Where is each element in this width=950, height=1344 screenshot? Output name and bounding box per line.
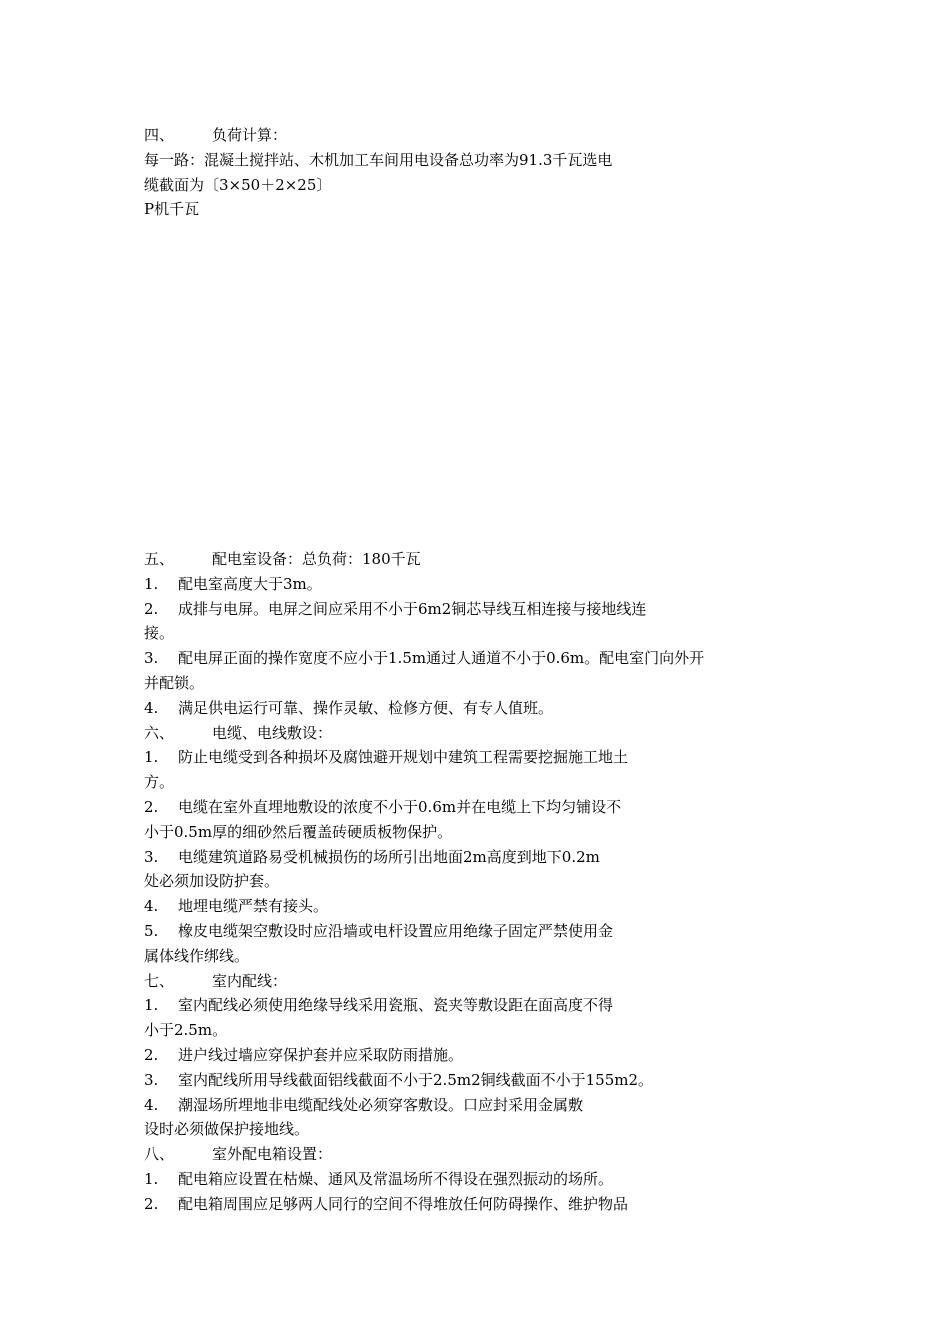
section-heading <box>144 1142 784 1167</box>
item-text: 配电屏正面的操作宽度不应小于1.5m通过人通道不小于0.6m。配电室门向外开 <box>178 649 705 668</box>
list-item-continuation: 处必须加设防护套。 <box>144 872 280 891</box>
section-heading <box>144 969 784 994</box>
main-content <box>144 547 784 1217</box>
list-item-continuation: 方。 <box>144 773 175 792</box>
list-item <box>144 795 784 820</box>
item-text: 潮湿场所埋地非电缆配线处必须穿客敷设。口应封采用金属敷 <box>178 1095 584 1114</box>
item-text: 防止电缆受到各种损坏及腐蚀避开规划中建筑工程需要挖掘施工地土 <box>178 748 629 767</box>
item-number: 1. <box>144 574 159 593</box>
item-number: 3. <box>144 1070 159 1089</box>
list-item <box>144 919 784 944</box>
list-item-continuation: 小于0.5m厚的细砂然后覆盖砖硬质板物保护。 <box>144 822 453 841</box>
item-number: 4. <box>144 698 159 717</box>
list-item <box>144 1167 784 1192</box>
section-title: 电缆、电线敷设： <box>212 723 333 742</box>
paragraph-line: 缆截面为〔3×50＋2×25〕 <box>144 175 332 194</box>
item-text: 进户线过墙应穿保护套并应采取防雨措施。 <box>178 1045 464 1064</box>
item-number: 2. <box>144 1194 159 1213</box>
list-item <box>144 745 784 770</box>
list-item <box>144 572 784 597</box>
section-number: 五、 <box>144 550 175 568</box>
item-text: 室内配线必须使用绝缘导线采用瓷瓶、瓷夹等敷设距在面高度不得 <box>178 996 614 1015</box>
list-item <box>144 696 784 721</box>
list-item-continuation: 接。 <box>144 624 175 643</box>
item-text: 成排与电屏。电屏之间应采用不小于6m2铜芯导线互相连接与接地线连 <box>178 599 647 618</box>
list-item <box>144 1093 784 1118</box>
item-text: 配电箱应设置在枯燥、通风及常温场所不得设在强烈振动的场所。 <box>178 1169 614 1188</box>
section-title: 配电室设备：总负荷：180千瓦 <box>212 550 421 568</box>
item-text: 室内配线所用导线截面铝线截面不小于2.5m2铜线截面不小于155m2。 <box>178 1070 654 1089</box>
list-item-continuation: 设时必须做保护接地线。 <box>144 1120 310 1139</box>
item-text: 地埋电缆严禁有接头。 <box>178 897 329 916</box>
item-text: 电缆建筑道路易受机械损伤的场所引出地面2m高度到地下0.2m <box>178 847 600 866</box>
paragraph-line: 每一路：混凝土搅拌站、木机加工车间用电设备总功率为91.3千瓦选电 <box>144 150 613 169</box>
section-title: 室内配线： <box>212 971 288 990</box>
list-item-continuation: 属体线作绑线。 <box>144 946 250 965</box>
section-title: 室外配电箱设置： <box>212 1145 333 1164</box>
item-number: 1. <box>144 996 159 1015</box>
item-text: 橡皮电缆架空敷设时应沿墙或电杆设置应用绝缘子固定严禁使用金 <box>178 921 614 940</box>
item-number: 3. <box>144 649 159 668</box>
section-number: 六、 <box>144 723 175 742</box>
list-item <box>144 1043 784 1068</box>
section-number: 七、 <box>144 971 175 990</box>
list-item <box>144 646 784 671</box>
list-item <box>144 597 784 622</box>
list-item <box>144 1192 784 1217</box>
section-title: 负荷计算： <box>212 126 288 144</box>
item-text: 配电箱周围应足够两人同行的空间不得堆放任何防碍操作、维护物品 <box>178 1194 629 1213</box>
item-number: 4. <box>144 1095 159 1114</box>
list-item <box>144 1068 784 1093</box>
item-number: 5. <box>144 921 159 940</box>
item-number: 2. <box>144 797 159 816</box>
item-text: 满足供电运行可靠、操作灵敏、检修方便、有专人值班。 <box>178 698 554 717</box>
section-heading <box>144 123 784 148</box>
item-number: 4. <box>144 897 159 916</box>
section-heading <box>144 721 784 746</box>
list-item-continuation: 并配锁。 <box>144 673 205 692</box>
paragraph-line: P机千瓦 <box>144 200 200 219</box>
item-number: 1. <box>144 1169 159 1188</box>
item-number: 1. <box>144 748 159 767</box>
section-heading <box>144 547 784 572</box>
item-number: 3. <box>144 847 159 866</box>
item-number: 2. <box>144 599 159 618</box>
item-number: 2. <box>144 1045 159 1064</box>
section-load-calculation <box>144 123 784 222</box>
list-item <box>144 845 784 870</box>
item-text: 电缆在室外直埋地敷设的浓度不小于0.6m并在电缆上下均匀铺设不 <box>178 797 622 816</box>
list-item <box>144 993 784 1018</box>
list-item <box>144 894 784 919</box>
section-number: 四、 <box>144 126 175 144</box>
section-number: 八、 <box>144 1145 175 1164</box>
list-item-continuation: 小于2.5m。 <box>144 1021 228 1040</box>
item-text: 配电室高度大于3m。 <box>178 574 322 593</box>
